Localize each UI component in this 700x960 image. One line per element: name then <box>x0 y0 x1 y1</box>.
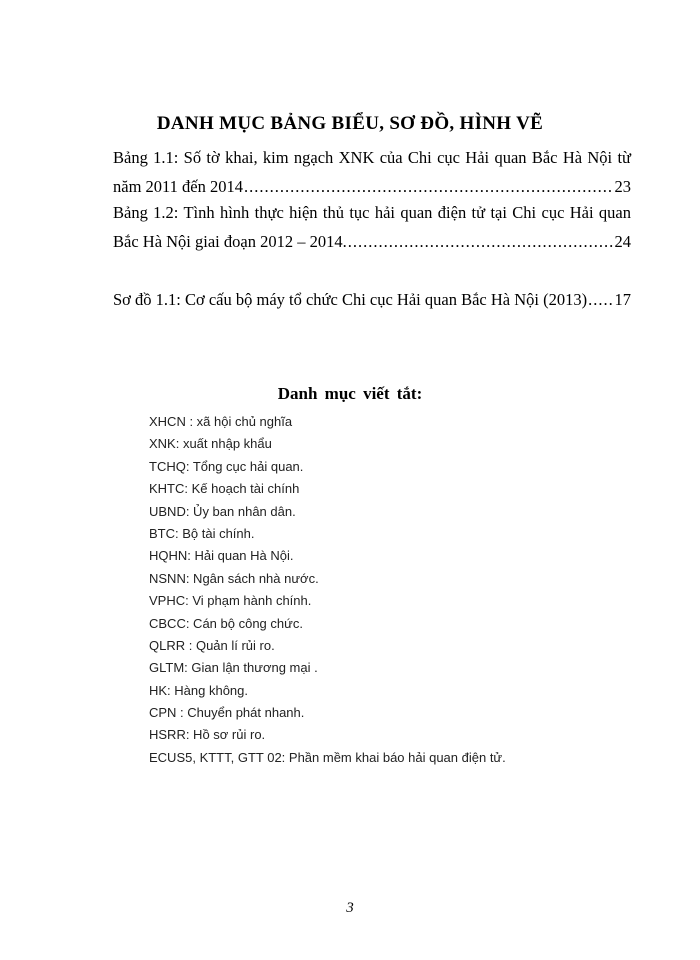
dot-leader <box>588 285 613 314</box>
abbreviation-item: VPHC: Vi phạm hành chính. <box>149 593 312 609</box>
page-title: DANH MỤC BẢNG BIỂU, SƠ ĐỒ, HÌNH VẼ <box>156 113 544 134</box>
toc-entry-diagram-1-1[interactable] <box>113 285 631 314</box>
abbreviation-item: XHCN : xã hội chủ nghĩa <box>149 414 293 429</box>
toc-entry-last-line <box>113 172 631 201</box>
toc-entry-table-1-1[interactable] <box>113 143 631 201</box>
abbreviation-item: BTC: Bộ tài chính. <box>149 525 255 541</box>
toc-entry-table-1-2[interactable] <box>113 198 631 256</box>
toc-page-number: 23 <box>614 177 631 196</box>
abbreviation-item: XNK: xuất nhập khẩu <box>149 436 272 452</box>
toc-entry-text: Sơ đồ 1.1: Cơ cấu bộ máy tổ chức Chi cục Hải quan Bắc Hà Nội (2013) <box>113 290 588 309</box>
abbreviation-item: HQHN: Hải quan Hà Nội. <box>149 548 294 564</box>
toc-entry-last-line <box>113 227 631 256</box>
abbreviation-item: CPN : Chuyển phát nhanh. <box>149 705 305 721</box>
toc-entry-text: năm 2011 đến 2014 <box>113 177 243 196</box>
abbreviations-list <box>149 411 506 769</box>
toc-entry-line: Bảng 1.2: Tình hình thực hiện thủ tục hải quan điện tử tại Chi cục Hải quan <box>113 203 631 222</box>
dot-leader <box>244 172 614 201</box>
abbreviations-title: Danh mục viết tắt: <box>277 384 423 403</box>
page-number: 3 <box>346 900 354 916</box>
abbreviation-item: UBND: Ủy ban nhân dân. <box>149 503 296 519</box>
abbreviation-item: NSNN: Ngân sách nhà nước. <box>149 570 319 586</box>
toc-page-number: 24 <box>614 232 631 251</box>
toc-entry-line: Bảng 1.1: Số tờ khai, kim ngạch XNK của Chi cục Hải quan Bắc Hà Nội từ <box>113 148 631 167</box>
abbreviation-item: TCHQ: Tổng cục hải quan. <box>149 458 304 474</box>
abbreviation-item: ECUS5, KTTT, GTT 02: Phần mềm khai báo hải quan điện tử. <box>149 749 506 765</box>
toc-page-number: 17 <box>614 290 631 309</box>
abbreviation-item: HSRR: Hồ sơ rủi ro. <box>149 727 266 743</box>
abbreviation-item: KHTC: Kế hoạch tài chính <box>149 481 300 497</box>
abbreviation-item: QLRR : Quản lí rủi ro. <box>149 637 275 653</box>
abbreviation-item: CBCC: Cán bộ công chức. <box>149 615 303 631</box>
toc-entry-text: Bắc Hà Nội giai đoạn 2012 – 2014. <box>113 232 347 251</box>
abbreviation-item: GLTM: Gian lận thương mại . <box>149 660 318 676</box>
toc-entry-last-line <box>113 285 631 314</box>
dot-leader <box>348 227 614 256</box>
abbreviation-item: HK: Hàng không. <box>149 682 249 698</box>
